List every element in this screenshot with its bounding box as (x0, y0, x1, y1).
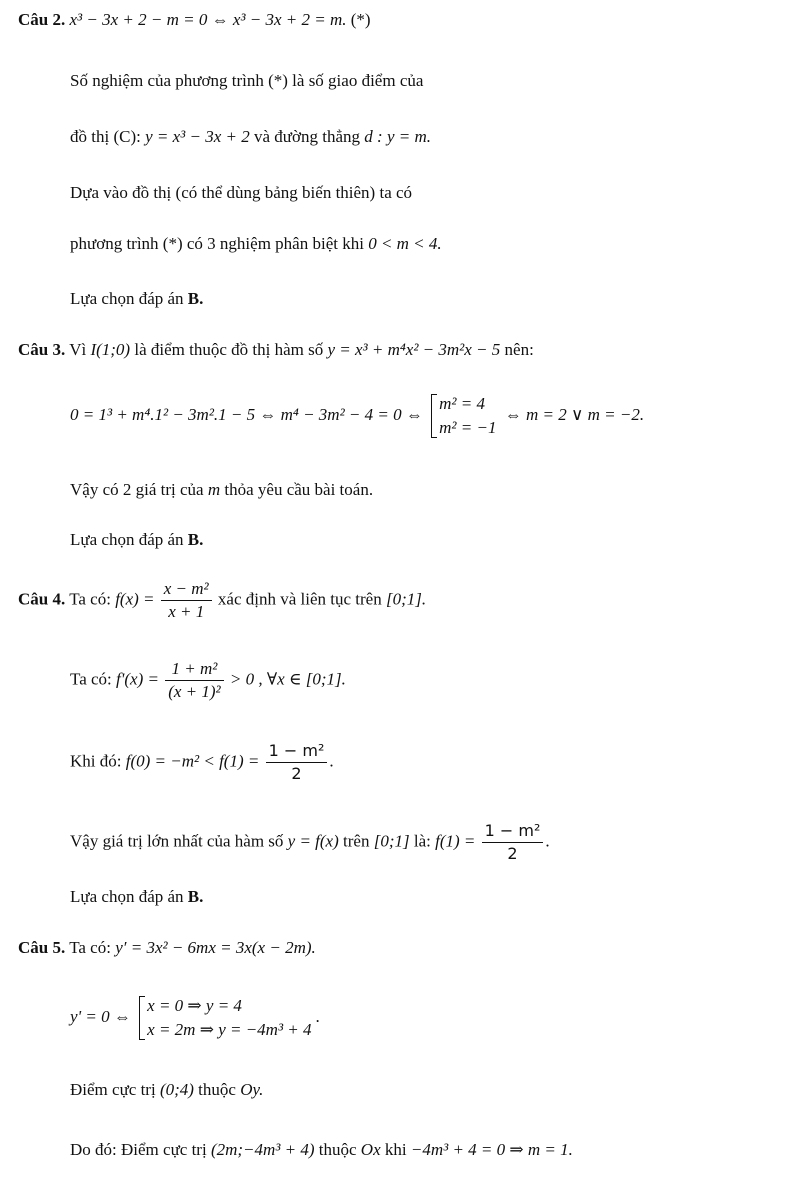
q3-answer: Lựa chọn đáp án B. (70, 530, 204, 549)
q5-critical-points: y' = 0 ⇔ x = 0 ⇒ y = 4 x = 2m ⇒ y = −4m³ + 4 . (70, 994, 320, 1042)
q4-statement: Câu 4. Ta có: f(x) = $\frac{\text{x − m²}}{x + 1}$ xác định và liên tục trên [0;1]. (18, 579, 427, 621)
q5-label: Câu 5. (18, 938, 66, 957)
q3-conclusion: Vậy có 2 giá trị của m thỏa yêu cầu bài toán. (70, 480, 374, 499)
q4-derivative-fraction: $\frac{\text{1 + m²}}{\text{(x + 1)²}}$ (165, 658, 223, 703)
q5-statement: Câu 5. Ta có: y′ = 3x² − 6mx = 3x(x − 2m). (18, 938, 316, 957)
q2-equation: x³ − 3x + 2 − m = 0 ⇔ x³ − 3x + 2 = m. (69, 10, 347, 29)
q3-statement: Câu 3. Vì I(1;0) là điểm thuộc đồ thị hàm số y = x³ + m⁴x² − 3m²x − 5 nên: (18, 340, 534, 359)
q5-extremum-ox: Do đó: Điểm cực trị (2m;−4m³ + 4) thuộc Ox khi −4m³ + 4 = 0 ⇒ m = 1. (70, 1140, 573, 1159)
q4-function-fraction: $\frac{\text{x − m²}}{x + 1}$ (161, 578, 212, 623)
q4-derivative: Ta có: f'(x) = $\frac{\text{1 + m²}}{\text{(x + 1)²}}$ > 0 , ∀x ∈ [0;1]. (70, 659, 346, 701)
q4-comparison-fraction: $\frac{\text{1 − m²}}{2}$ (266, 740, 328, 785)
q4-comparison: Khi đó: f(0) = −m² < f(1) = $\frac{\text{1 − m²}}{2}$ . (70, 741, 334, 783)
q2-paragraph-1: Số nghiệm của phương trình (*) là số giao điểm của (70, 71, 424, 90)
q5-extremum-oy: Điểm cực trị (0;4) thuộc Oy. (70, 1080, 264, 1099)
q2-label: Câu 2. (18, 10, 66, 29)
q2-paragraph-2: đồ thị (C): y = x³ − 3x + 2 và đường thẳng d : y = m. (70, 127, 431, 146)
q3-system: m² = 4 m² = −1 (431, 392, 496, 440)
q4-answer: Lựa chọn đáp án B. (70, 887, 204, 906)
q2-star: (*) (350, 10, 371, 29)
q2-answer: Lựa chọn đáp án B. (70, 289, 204, 308)
q4-max-fraction: $\frac{\text{1 − m²}}{2}$ (482, 820, 544, 865)
q3-calculation: 0 = 1³ + m⁴.1² − 3m².1 − 5 ⇔ m⁴ − 3m² − 4 = 0 ⇔ m² = 4 m² = −1 ⇔ m = 2 ∨ m = −2. (70, 392, 644, 440)
q3-label: Câu 3. (18, 340, 66, 359)
q5-system: x = 0 ⇒ y = 4 x = 2m ⇒ y = −4m³ + 4 (139, 994, 311, 1042)
q4-label: Câu 4. (18, 589, 66, 609)
q2-paragraph-4: phương trình (*) có 3 nghiệm phân biệt khi 0 < m < 4. (70, 234, 442, 253)
q2-statement (18, 8, 371, 32)
q4-max-value: Vậy giá trị lớn nhất của hàm số y = f(x) trên [0;1] là: f(1) = $\frac{\text{1 − m²}}{2}$ . (70, 821, 550, 863)
q2-paragraph-3: Dựa vào đồ thị (có thể dùng bảng biến thiên) ta có (70, 183, 413, 202)
